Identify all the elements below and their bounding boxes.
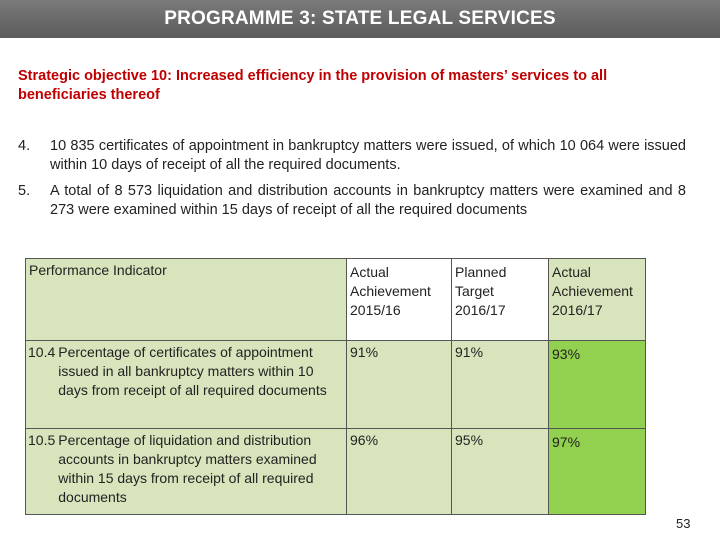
title-bar xyxy=(0,0,720,38)
page-number: 53 xyxy=(676,516,691,531)
indicator-code: 10.5 xyxy=(28,432,56,448)
indicator-cell xyxy=(26,429,347,515)
point-text: A total of 8 573 liquidation and distribution accounts in bankruptcy matters were examined and 8 273 were examined within 15 days of receipt of all the required documents xyxy=(50,183,686,218)
actual-2016-cell: 97% xyxy=(549,429,646,515)
point-number: 5. xyxy=(18,183,31,199)
indicator-cell xyxy=(26,341,347,429)
strategic-objective: Strategic objective 10: Increased efficiency in the provision of masters’ services to all beneficiaries thereof xyxy=(18,68,608,103)
point-5 xyxy=(18,182,686,222)
point-text: 10 835 certificates of appointment in bankruptcy matters were issued, of which 10 064 were issued within 10 days of receipt of all the required documents. xyxy=(50,138,686,173)
indicator-text: Percentage of certificates of appointment issued in all bankruptcy matters within 10 days from receipt of all required documents xyxy=(58,344,327,398)
header-actual-2016: Actual Achievement 2016/17 xyxy=(549,259,646,341)
performance-table xyxy=(25,258,646,515)
point-4 xyxy=(18,137,686,177)
actual-2015-cell: 91% xyxy=(347,341,452,429)
target-2016-cell: 95% xyxy=(452,429,549,515)
indicator-text: Percentage of liquidation and distribution accounts in bankruptcy matters examined within 15 days from receipt of all required documents xyxy=(58,432,317,505)
actual-2015-cell: 96% xyxy=(347,429,452,515)
indicator-code: 10.4 xyxy=(28,344,56,360)
header-target-2016: Planned Target 2016/17 xyxy=(452,259,549,341)
page-title: PROGRAMME 3: STATE LEGAL SERVICES xyxy=(164,8,556,29)
point-number: 4. xyxy=(18,138,31,154)
table-row xyxy=(26,429,646,515)
header-indicator: Performance Indicator xyxy=(26,259,347,341)
table-row xyxy=(26,341,646,429)
header-actual-2015: Actual Achievement 2015/16 xyxy=(347,259,452,341)
table-header-row xyxy=(26,259,646,341)
target-2016-cell: 91% xyxy=(452,341,549,429)
actual-2016-cell: 93% xyxy=(549,341,646,429)
